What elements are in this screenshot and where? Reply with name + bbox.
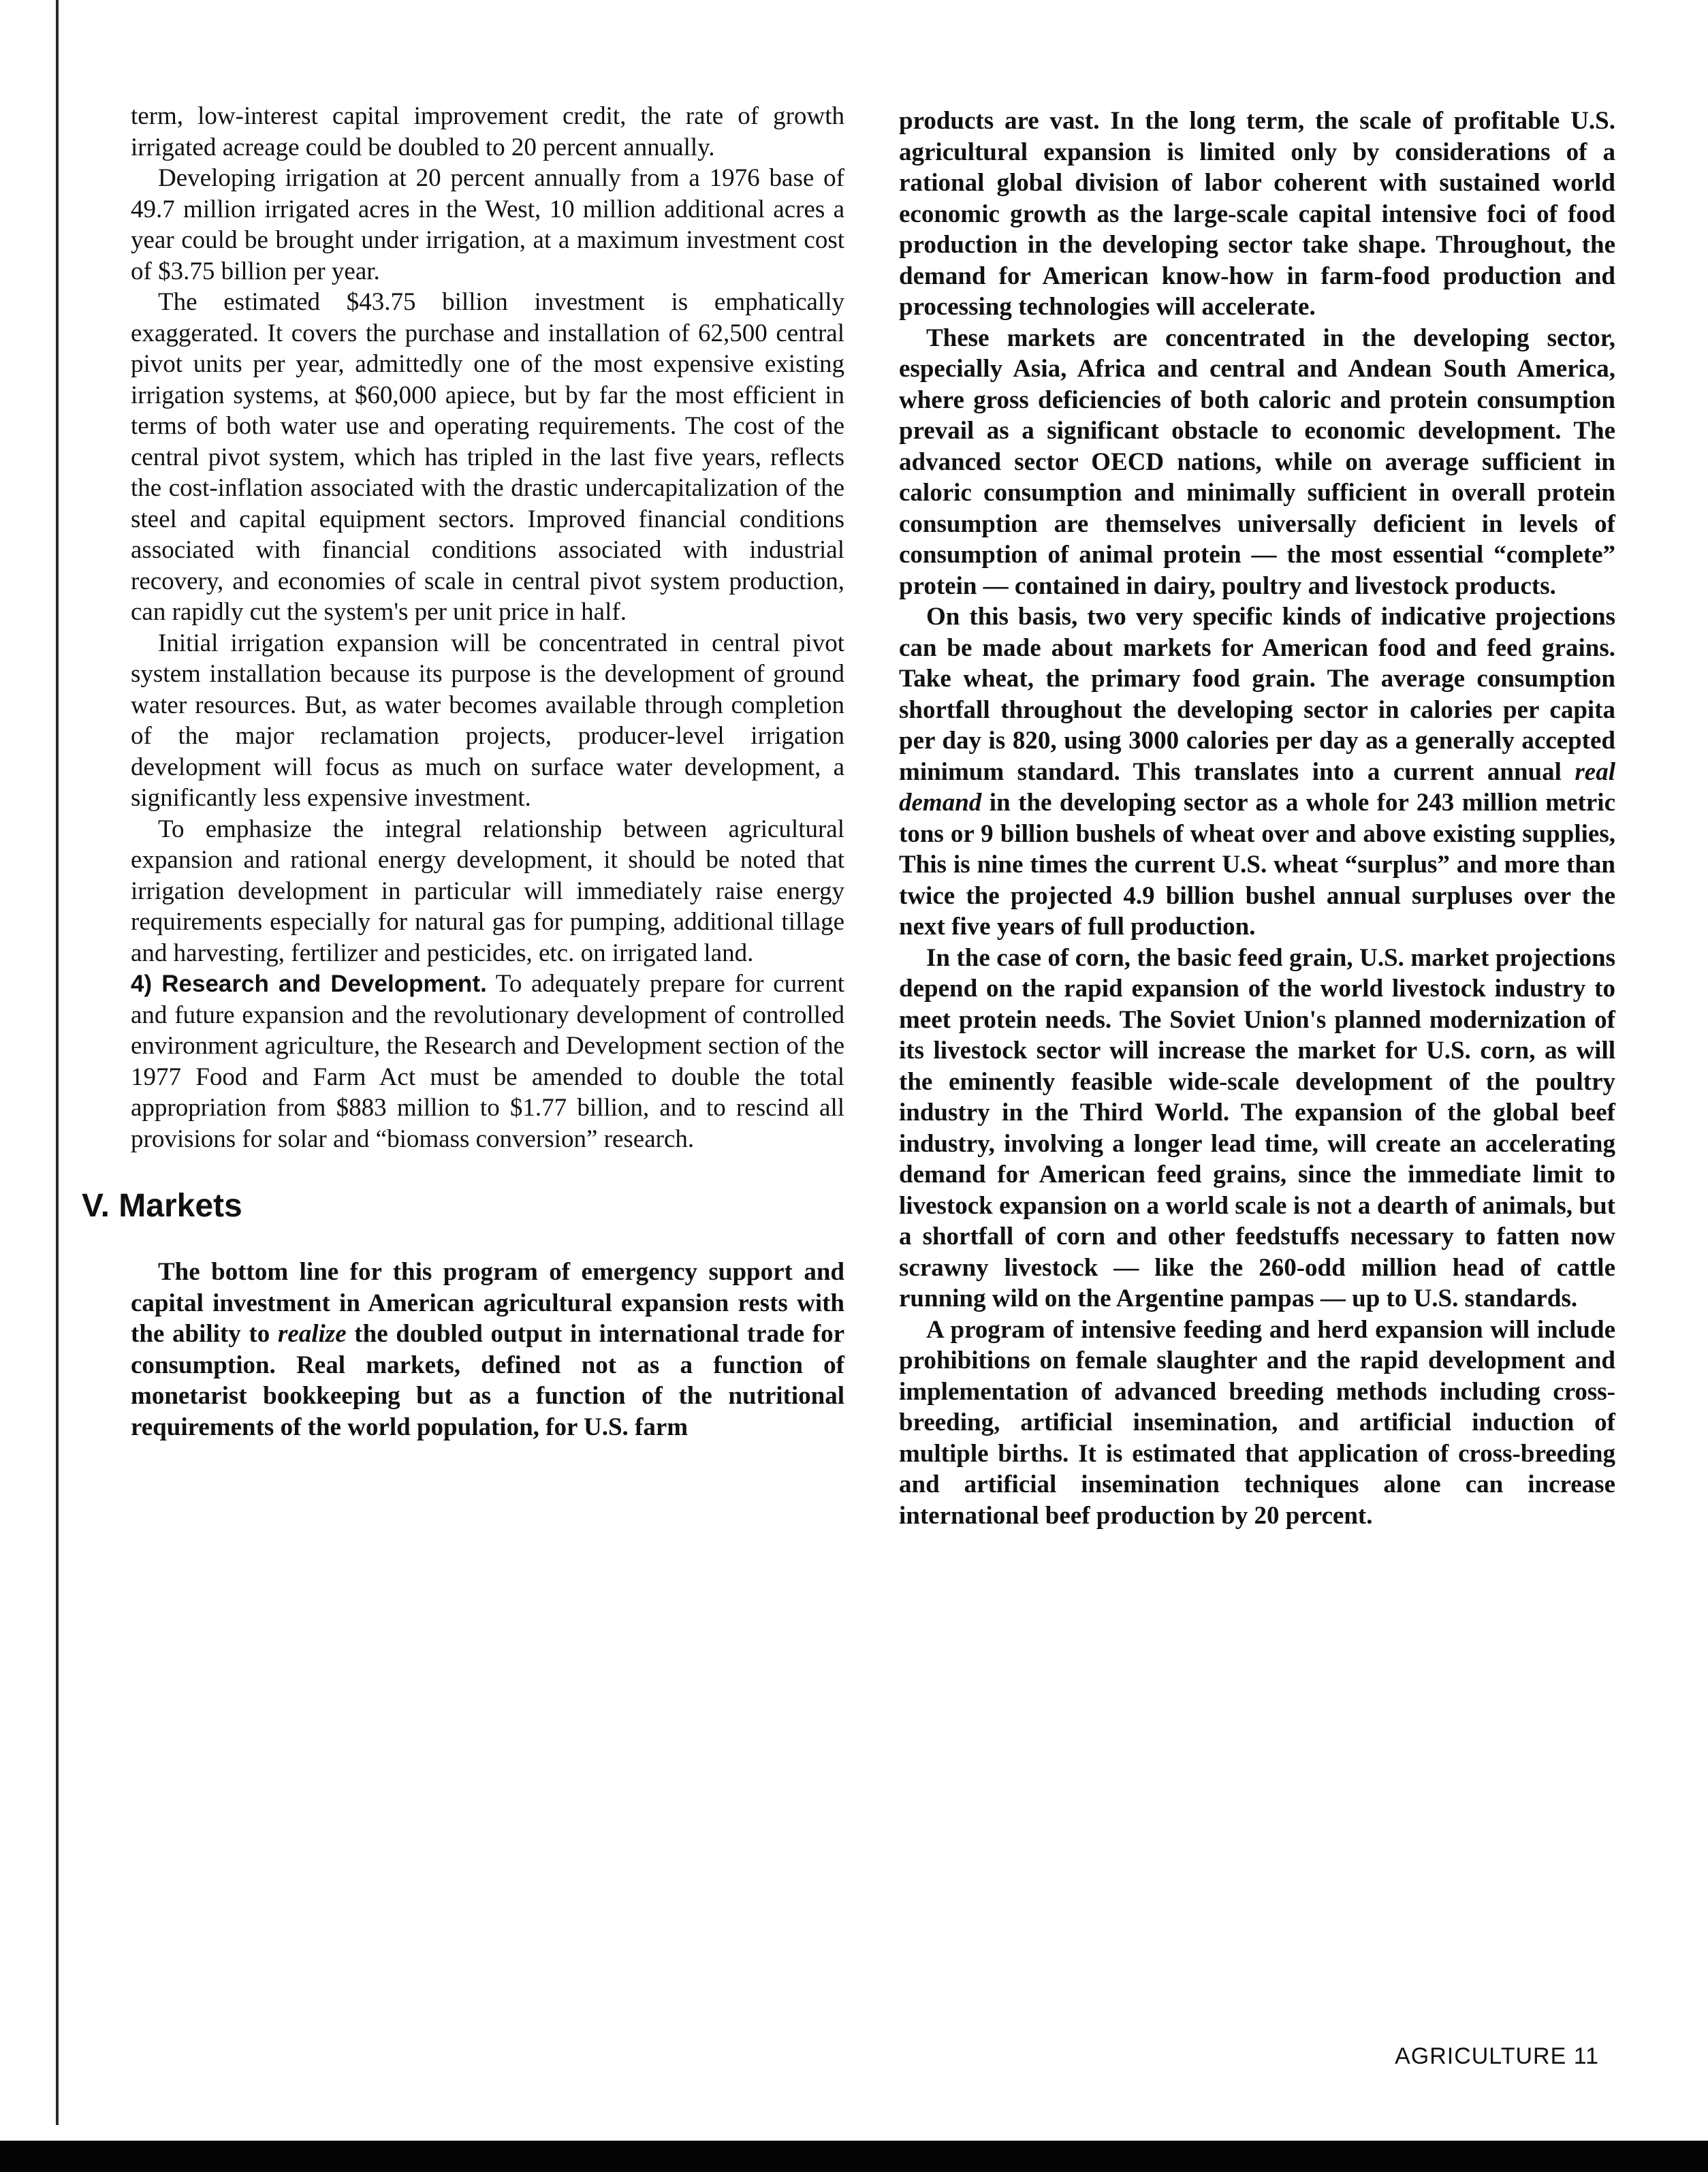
left-paragraph-7 [131, 1257, 844, 1443]
right-paragraph-1: products are vast. In the long term, the scale of profitable U.S. agricultural expansion is limited only by considerations of a rational global division of labor coherent with sustained world economic growth as the large-scale capital intensive foci of food production in the developing sector take shape. Throughout, the demand for American know-how in farm-food production and processing technologies will accelerate. [899, 107, 1615, 321]
markets-text-a: The bottom line for this program of emergency support and capital investment in American agricultural expansion rests with the ability to [131, 1258, 844, 1348]
research-development-text: To adequately prepare for current and future expansion and the revolutionary development of controlled environment agriculture, the Research and Development section of the 1977 Food and Farm Act must be amended to double the total appropriation from $883 million to $1.77 billion, and to rescind all provisions for solar and “biomass conversion” research. [131, 970, 844, 1153]
scan-bottom-border [0, 2141, 1708, 2172]
right-paragraph-5: A program of intensive feeding and herd expansion will include prohibitions on female slaughter and the rapid development and implementation of advanced breeding methods including cross-breeding, artificial insemination, and artificial induction of multiple births. It is estimated that application of cross-breeding and artificial insemination techniques alone can increase international beef production by 20 percent. [899, 1315, 1615, 1530]
left-paragraph-6 [131, 969, 844, 1154]
left-paragraph-4: Initial irrigation expansion will be concentrated in central pivot system installation because its purpose is the development of ground water resources. But, as water becomes available through completion of the major reclamation projects, producer-level irrigation development will focus as much on surface water development, a significantly less expensive investment. [131, 629, 844, 812]
right-paragraph-3 [899, 601, 1615, 943]
wheat-text-a: On this basis, two very specific kinds of indicative projections can be made about markets for American food and feed grains. Take wheat, the primary food grain. The average consumption shortfall throughout the developing sector in calories per capita per day is 820, using 3000 calories per day as a generally accepted minimum standard. This translates into a current annual [899, 603, 1615, 786]
markets-text-emphasis: realize [277, 1320, 347, 1348]
research-development-lead: 4) Research and Development. [131, 971, 487, 997]
right-paragraph-4: In the case of corn, the basic feed grain, U.S. market projections depend on the rapid expansion of the world livestock industry to meet protein needs. The Soviet Union's planned modernization of its livestock sector will increase the market for U.S. corn, as will the eminently feasible wide-scale development of the poultry industry in the Third World. The expansion of the global beef industry, involving a longer lead time, will create an accelerating demand for American feed grains, since the immediate limit to livestock expansion on a world scale is not a dearth of animals, but a shortfall of corn and other feedstuffs necessary to fatten now scrawny livestock — like the 260-odd million head of cattle running wild on the Argentine pampas — up to U.S. standards. [899, 943, 1615, 1312]
wheat-text-emphasis: real demand [899, 757, 1615, 817]
left-paragraph-1: term, low-interest capital improvement credit, the rate of growth irrigated acreage could be doubled to 20 percent annually. [131, 102, 844, 161]
markets-text-b: the doubled output in international trade for consumption. Real markets, defined not as a function of monetarist bookkeeping but as a function of the nutritional requirements of the world population, for U.S. farm [131, 1320, 844, 1441]
left-paragraph-5: To emphasize the integral relationship between agricultural expansion and rational energy development, it should be noted that irrigation development in particular will immediately raise energy requirements especially for natural gas for pumping, additional tillage and harvesting, fertilizer and pesticides, etc. on irrigated land. [131, 815, 844, 967]
left-column [82, 101, 844, 1443]
page-edge-line [56, 0, 59, 2125]
section-heading-markets: V. Markets [82, 1188, 242, 1224]
right-column [899, 106, 1615, 1531]
left-paragraph-2: Developing irrigation at 20 percent annually from a 1976 base of 49.7 million irrigated acres in the West, 10 million additional acres a year could be brought under irrigation, at a maximum investment cost of $3.75 billion per year. [131, 164, 844, 285]
right-paragraph-2: These markets are concentrated in the developing sector, especially Asia, Africa and central and Andean South America, where gross deficiencies of both caloric and protein consumption prevail as a significant obstacle to economic development. The advanced sector OECD nations, while on average sufficient in caloric consumption and minimally sufficient in overall protein consumption are themselves universally deficient in levels of consumption of animal protein — the most essential “complete” protein — contained in dairy, poultry and livestock products. [899, 324, 1615, 600]
left-paragraph-3: The estimated $43.75 billion investment is emphatically exaggerated. It covers the purchase and installation of 62,500 central pivot units per year, admittedly one of the most expensive existing irrigation systems, at $60,000 apiece, but by far the most efficient in terms of both water use and operating requirements. The cost of the central pivot system, which has tripled in the last five years, reflects the cost-inflation associated with the drastic undercapitalization of the steel and capital equipment sectors. Improved financial conditions associated with financial conditions associated with industrial recovery, and economies of scale in central pivot system production, can rapidly cut the system's per unit price in half. [131, 288, 844, 626]
page-folio: AGRICULTURE 11 [1395, 2043, 1599, 2069]
wheat-text-b: in the developing sector as a whole for 243 million metric tons or 9 billion bushels of wheat over and above existing supplies, This is nine times the current U.S. wheat “surplus” and more than twice the projected 4.9 billion bushel annual surpluses over the next five years of full production. [899, 789, 1615, 941]
